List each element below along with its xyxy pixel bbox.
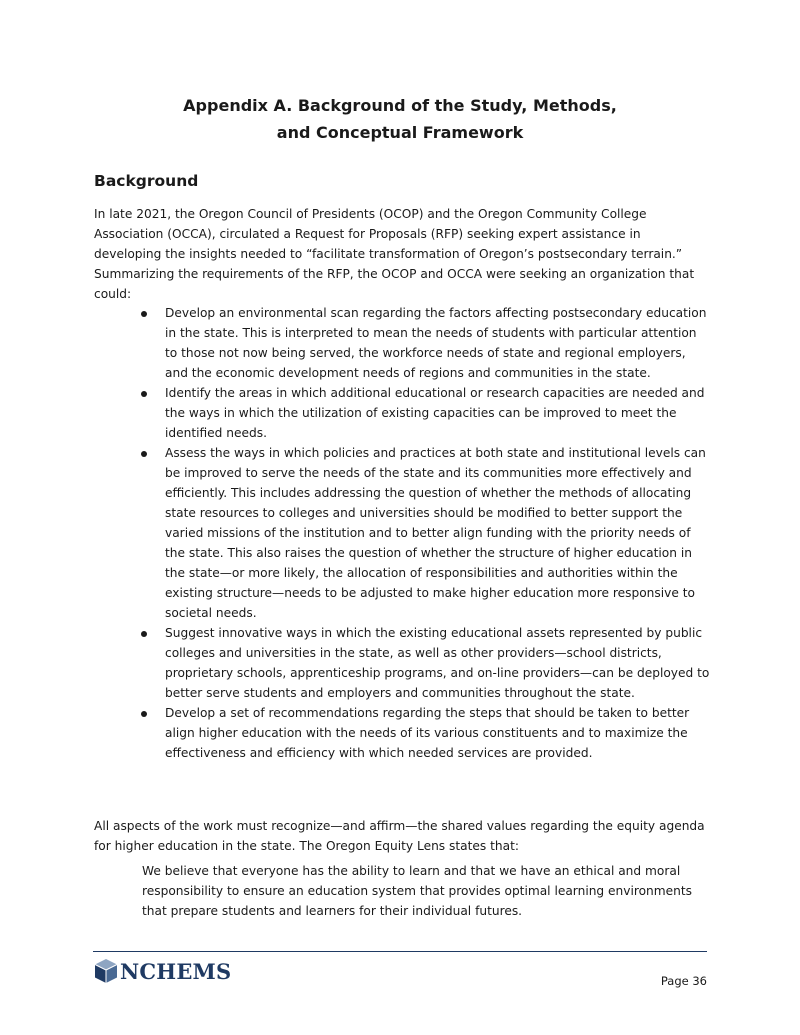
page-number: Page 36 [660,974,707,988]
list-item-text: Develop an environmental scan regarding the factors affecting postsecondary education in the state. This is interpreted to mean the needs of students with particular attention to those not now being served, the workforce needs of state and regional employers, and the economic development needs of regions and communities in the state. [165,306,707,380]
list-item-text: Suggest innovative ways in which the existing educational assets represented by public colleges and universities in the state, as well as other providers—school districts, proprietary schools, apprenticeship programs, and on-line providers—can be deployed to better serve students and employers and communities throughout the state. [165,626,710,700]
intro-paragraph: In late 2021, the Oregon Council of Presidents (OCOP) and the Oregon Community College Association (OCCA), circulated a Request for Proposals (RFP) seeking expert assistance in developing the insights needed to “facilitate transformation of Oregon’s postsecondary terrain.” Summarizing the requirements of the RFP, the OCOP and OCCA were seeking an organization that could: [94,207,695,301]
list-item [165,303,710,383]
list-item-text: Develop a set of recommendations regarding the steps that should be taken to better align higher education with the needs of its various constituents and to maximize the effectiveness and efficiency with which needed services are provided. [165,706,690,760]
bullet-icon [141,391,147,397]
list-item-text: Identify the areas in which additional educational or research capacities are needed and the ways in which the utilization of existing capacities can be improved to meet the identified needs. [165,386,705,440]
bullet-icon [141,711,147,717]
title-line-1: Appendix A. Background of the Study, Methods, [183,96,617,115]
title-line-2: and Conceptual Framework [276,123,524,142]
equity-lens-quote: We believe that everyone has the ability to learn and that we have an ethical and moral responsibility to ensure an education system that provides optimal learning environments that prepare students and learners for their individual futures. [142,864,693,918]
list-item-text: Assess the ways in which policies and practices at both state and institutional levels can be improved to serve the needs of the state and its communities more effectively and efficiently. This includes addressing the question of whether the methods of allocating state resources to colleges and universities should be modified to better support the varied missions of the institution and to better align funding with the priority needs of the state. This also raises the question of whether the structure of higher education in the state—or more likely, the allocation of responsibilities and authorities within the existing structure—needs to be adjusted to make higher education more responsive to societal needs. [165,446,706,620]
bullet-icon [141,631,147,637]
cube-icon [94,958,118,984]
list-item [165,443,710,623]
bullet-icon [141,311,147,317]
closing-paragraph: All aspects of the work must recognize—and affirm—the shared values regarding the equity agenda for higher education in the state. The Oregon Equity Lens states that: [94,819,705,853]
nchems-logo [94,958,231,984]
logo-wordmark: NCHEMS [120,958,232,984]
footer-divider [93,951,707,952]
requirements-list [165,303,710,763]
section-heading-background: Background [94,172,199,190]
list-item [165,703,710,763]
bullet-icon [141,451,147,457]
list-item [165,383,710,443]
page-title [0,92,800,146]
list-item [165,623,710,703]
